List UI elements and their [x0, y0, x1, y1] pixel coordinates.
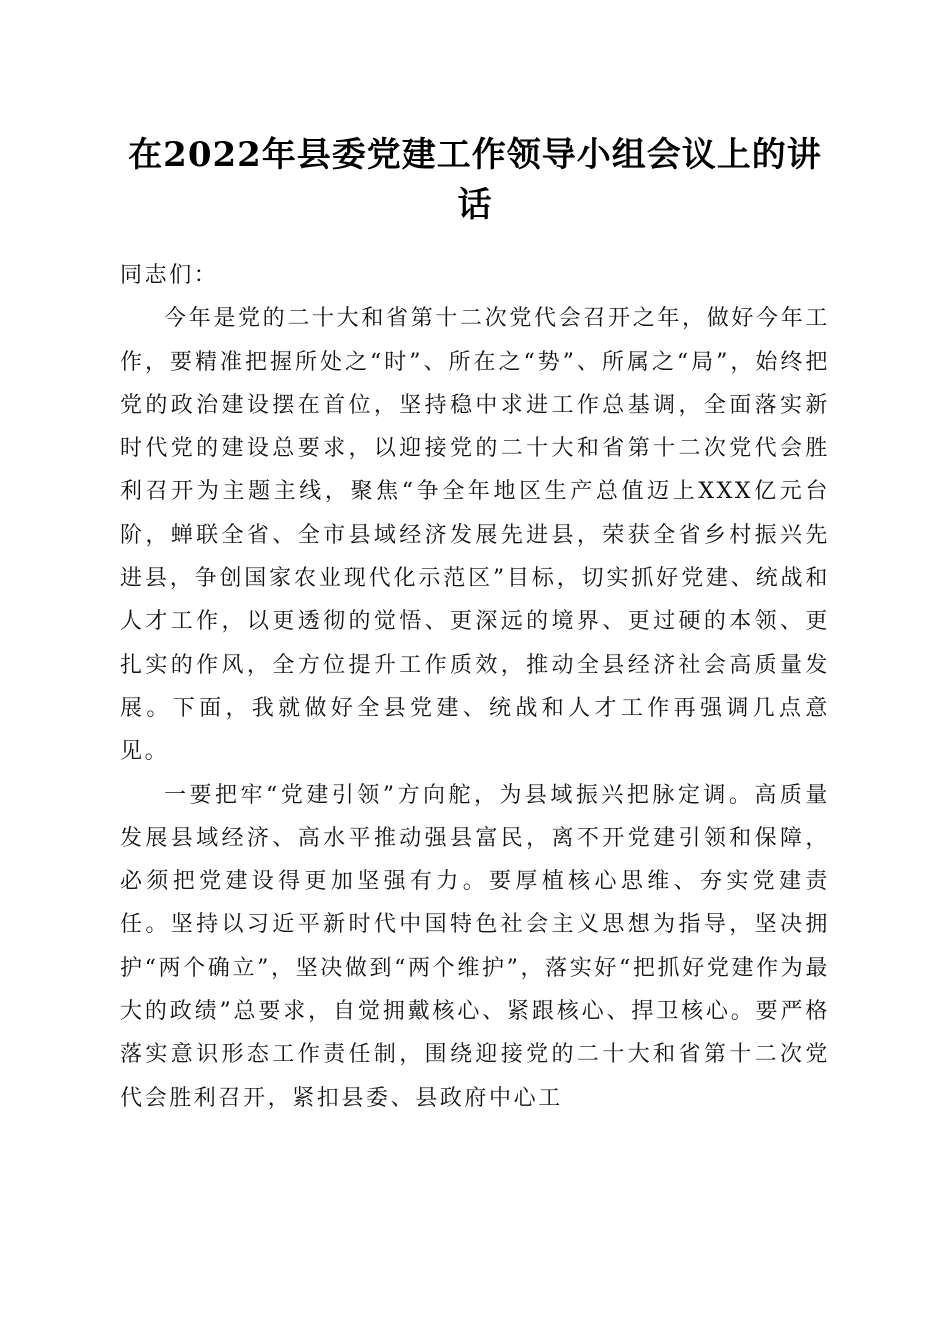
document-body — [120, 254, 830, 1120]
paragraph-intro: 今年是党的二十大和省第十二次党代会召开之年，做好今年工作，要精准把握所处之“时”、所在之“势”、所属之“局”，始终把党的政治建设摆在首位，坚持稳中求进工作总基调，全面落实新时代党的建设总要求，以迎接党的二十大和省第十二次党代会胜利召开为主题主线，聚焦“争全年地区生产总值迈上XXX亿元台阶，蝉联全省、全市县域经济发展先进县，荣获全省乡村振兴先进县，争创国家农业现代化示范区”目标，切实抓好党建、统战和人才工作，以更透彻的觉悟、更深远的境界、更过硬的本领、更扎实的作风，全方位提升工作质效，推动全县经济社会高质量发展。下面，我就做好全县党建、统战和人才工作再强调几点意见。 — [120, 306, 830, 765]
document-title: 在2022年县委党建工作领导小组会议上的讲话 — [128, 135, 822, 225]
paragraph-point-one: 一要把牢“党建引领”方向舵，为县域振兴把脉定调。高质量发展县域经济、高水平推动强县富民，离不开党建引领和保障，必须把党建设得更加坚强有力。要厚植核心思维、夯实党建责任。坚持以习近平新时代中国特色社会主义思想为指导，坚决拥护“两个确立”，坚决做到“两个维护”，落实好“把抓好党建作为最大的政绩”总要求，自觉拥戴核心、紧跟核心、捍卫核心。要严格落实意识形态工作责任制，围绕迎接党的二十大和省第十二次党代会胜利召开，紧扣县委、县政府中心工 — [120, 782, 830, 1111]
salutation: 同志们： — [120, 263, 219, 288]
